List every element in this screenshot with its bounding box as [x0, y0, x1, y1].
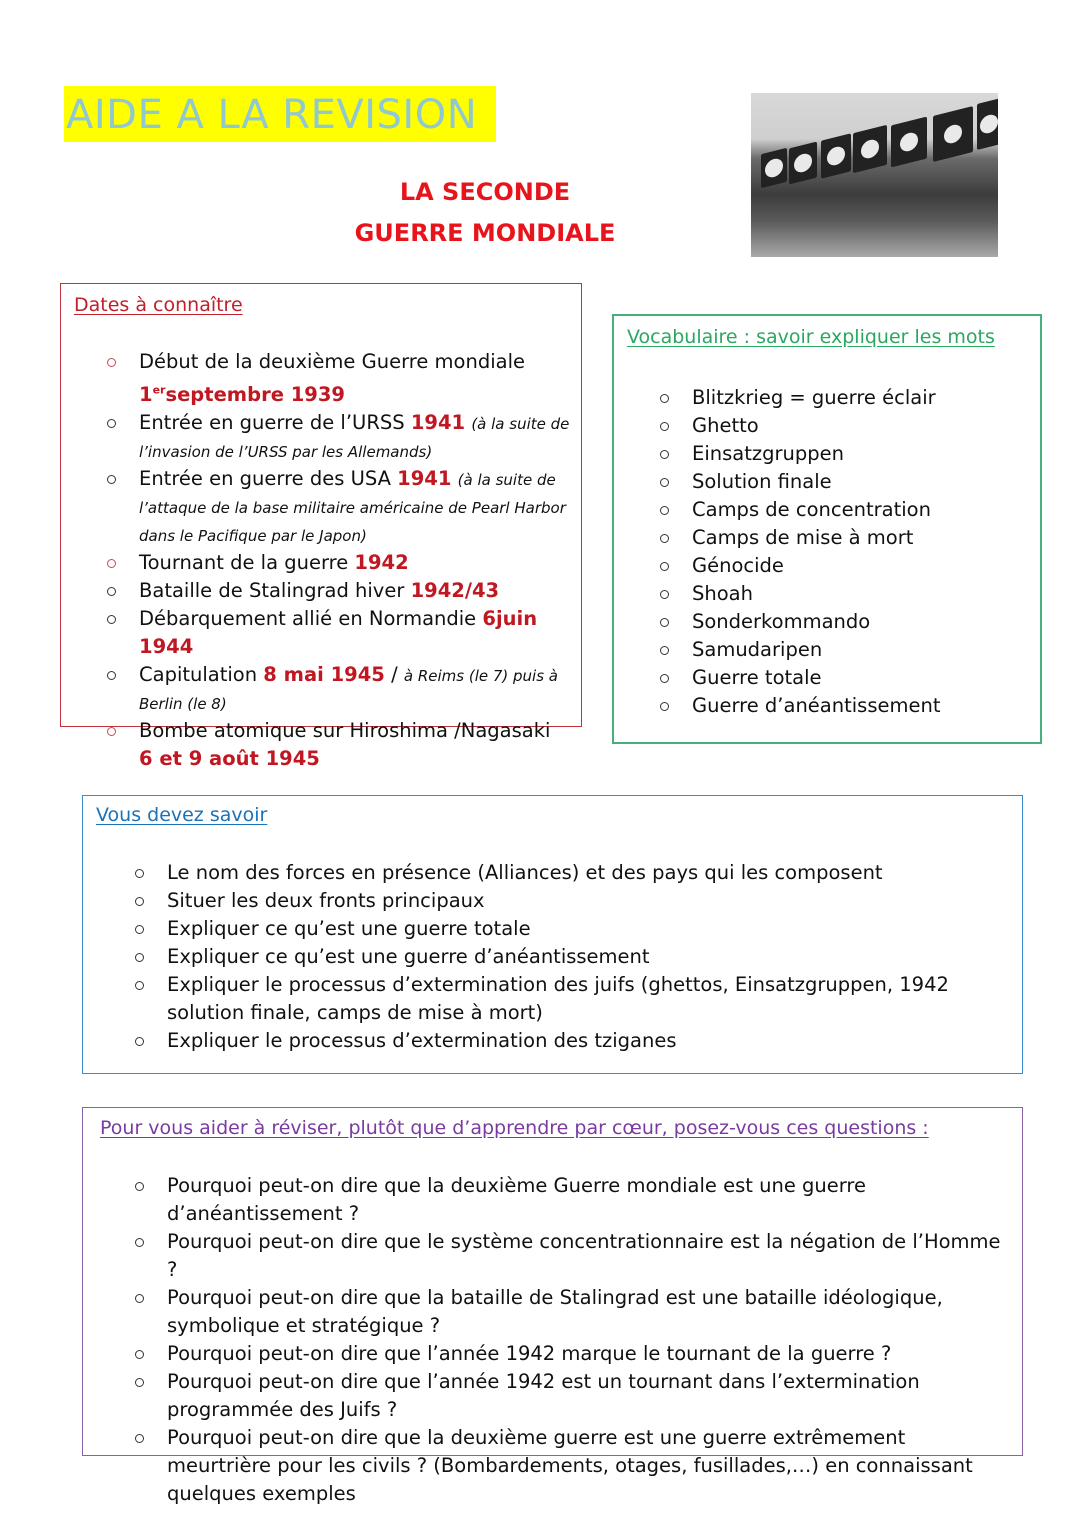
circle-bullet-icon: [660, 646, 669, 655]
page-title-line-2: GUERRE MONDIALE: [354, 219, 616, 247]
circle-bullet-icon: [660, 422, 669, 431]
question-item: Pourquoi peut-on dire que l’année 1942 marque le tournant de la guerre ?: [167, 1340, 1012, 1368]
circle-bullet-icon: [135, 1238, 144, 1247]
date-item: Début de la deuxième Guerre mondiale 1erseptembre 1939: [139, 348, 575, 409]
vocabulary-list: [692, 384, 1032, 720]
circle-bullet-icon: [107, 671, 116, 680]
dates-list: [139, 348, 575, 773]
circle-bullet-icon: [135, 1294, 144, 1303]
date-note: à Reims (le 7) puis à Berlin (le 8): [139, 666, 558, 713]
circle-bullet-icon: [135, 1350, 144, 1359]
circle-bullet-icon: [107, 358, 116, 367]
flag-shape: [821, 133, 851, 178]
date-value: 1942/43: [410, 578, 500, 602]
vocab-item: Solution finale: [692, 468, 1032, 496]
circle-bullet-icon: [135, 981, 144, 990]
date-item: Capitulation 8 mai 1945 / à Reims (le 7) puis à Berlin (le 8): [139, 661, 575, 717]
page-title-line-1: LA SECONDE: [399, 178, 571, 206]
vocab-item: Camps de mise à mort: [692, 524, 1032, 552]
circle-bullet-icon: [660, 534, 669, 543]
vocab-item: Einsatzgruppen: [692, 440, 1032, 468]
must-know-item: Situer les deux fronts principaux: [167, 887, 1007, 915]
flag-shape: [933, 106, 973, 162]
circle-bullet-icon: [135, 897, 144, 906]
questions-list: [167, 1172, 1012, 1508]
date-value: 1941: [410, 410, 466, 434]
question-item: Pourquoi peut-on dire que l’année 1942 est un tournant dans l’extermination programmée des Juifs ?: [167, 1368, 1012, 1424]
circle-bullet-icon: [660, 674, 669, 683]
circle-bullet-icon: [107, 727, 116, 736]
dates-title: Dates à connaître: [74, 294, 243, 316]
vocab-item: Blitzkrieg = guerre éclair: [692, 384, 1032, 412]
flag-shape: [789, 142, 817, 185]
must-know-list: [167, 859, 1007, 1055]
circle-bullet-icon: [135, 953, 144, 962]
must-know-item: Le nom des forces en présence (Alliances) et des pays qui les composent: [167, 859, 1007, 887]
circle-bullet-icon: [107, 587, 116, 596]
circle-bullet-icon: [660, 506, 669, 515]
revision-banner: AIDE A LA REVISION: [64, 86, 496, 142]
flag-shape: [977, 98, 998, 150]
questions-title: Pour vous aider à réviser, plutôt que d’apprendre par cœur, posez-vous ces questions :: [100, 1117, 929, 1139]
circle-bullet-icon: [660, 702, 669, 711]
date-item: Tournant de la guerre 1942: [139, 549, 575, 577]
date-value: 1942: [354, 550, 409, 574]
circle-bullet-icon: [107, 419, 116, 428]
circle-bullet-icon: [135, 925, 144, 934]
circle-bullet-icon: [660, 450, 669, 459]
date-value: 6 et 9 août 1945: [139, 746, 320, 770]
historical-photo: [751, 93, 998, 257]
date-value: 8 mai 1945: [263, 662, 385, 686]
flag-shape: [761, 148, 787, 188]
circle-bullet-icon: [107, 615, 116, 624]
must-know-item: Expliquer ce qu’est une guerre totale: [167, 915, 1007, 943]
date-item: Bataille de Stalingrad hiver 1942/43: [139, 577, 575, 605]
circle-bullet-icon: [107, 559, 116, 568]
vocab-item: Génocide: [692, 552, 1032, 580]
vocab-item: Guerre d’anéantissement: [692, 692, 1032, 720]
circle-bullet-icon: [660, 562, 669, 571]
date-value: 1erseptembre 1939: [139, 382, 345, 406]
vocab-item: Guerre totale: [692, 664, 1032, 692]
vocabulary-title: Vocabulaire : savoir expliquer les mots: [627, 326, 995, 348]
must-know-item: Expliquer ce qu’est une guerre d’anéantissement: [167, 943, 1007, 971]
vocab-item: Samudaripen: [692, 636, 1032, 664]
date-value: 1941: [397, 466, 452, 490]
circle-bullet-icon: [660, 618, 669, 627]
date-item: Entrée en guerre de l’URSS 1941 (à la suite de l’invasion de l’URSS par les Allemands): [139, 409, 575, 465]
circle-bullet-icon: [135, 1182, 144, 1191]
vocab-item: Camps de concentration: [692, 496, 1032, 524]
date-note: (à la suite de l’attaque de la base militaire américaine de Pearl Harbor dans le Pacifique par le Japon): [139, 470, 566, 545]
circle-bullet-icon: [660, 590, 669, 599]
question-item: Pourquoi peut-on dire que la deuxième guerre est une guerre extrêmement meurtrière pour les civils ? (Bombardements, otages, fusillades,…) en connaissant quelques exemples: [167, 1424, 1012, 1508]
circle-bullet-icon: [135, 1378, 144, 1387]
date-note: (à la suite de l’invasion de l’URSS par les Allemands): [139, 414, 570, 461]
page-title: [340, 172, 630, 254]
circle-bullet-icon: [135, 1434, 144, 1443]
circle-bullet-icon: [660, 478, 669, 487]
circle-bullet-icon: [107, 475, 116, 484]
question-item: Pourquoi peut-on dire que la bataille de Stalingrad est une bataille idéologique, symbolique et stratégique ?: [167, 1284, 1012, 1340]
date-item: Entrée en guerre des USA 1941 (à la suite de l’attaque de la base militaire américaine de Pearl Harbor dans le Pacifique par le Japon): [139, 465, 575, 549]
vocab-item: Ghetto: [692, 412, 1032, 440]
must-know-item: Expliquer le processus d’extermination des juifs (ghettos, Einsatzgruppen, 1942 solution finale, camps de mise à mort): [167, 971, 1007, 1027]
question-item: Pourquoi peut-on dire que le système concentrationnaire est la négation de l’Homme ?: [167, 1228, 1012, 1284]
vocab-item: Sonderkommando: [692, 608, 1032, 636]
date-value: 6juin 1944: [139, 606, 538, 658]
must-know-item: Expliquer le processus d’extermination des tziganes: [167, 1027, 1007, 1055]
must-know-title: Vous devez savoir: [96, 804, 268, 826]
vocab-item: Shoah: [692, 580, 1032, 608]
circle-bullet-icon: [660, 394, 669, 403]
circle-bullet-icon: [135, 1037, 144, 1046]
question-item: Pourquoi peut-on dire que la deuxième Guerre mondiale est une guerre d’anéantissement ?: [167, 1172, 1012, 1228]
flag-shape: [891, 117, 927, 168]
circle-bullet-icon: [135, 869, 144, 878]
date-item: Bombe atomique sur Hiroshima /Nagasaki 6 et 9 août 1945: [139, 717, 575, 773]
date-item: Débarquement allié en Normandie 6juin 1944: [139, 605, 575, 661]
flag-shape: [853, 125, 887, 173]
